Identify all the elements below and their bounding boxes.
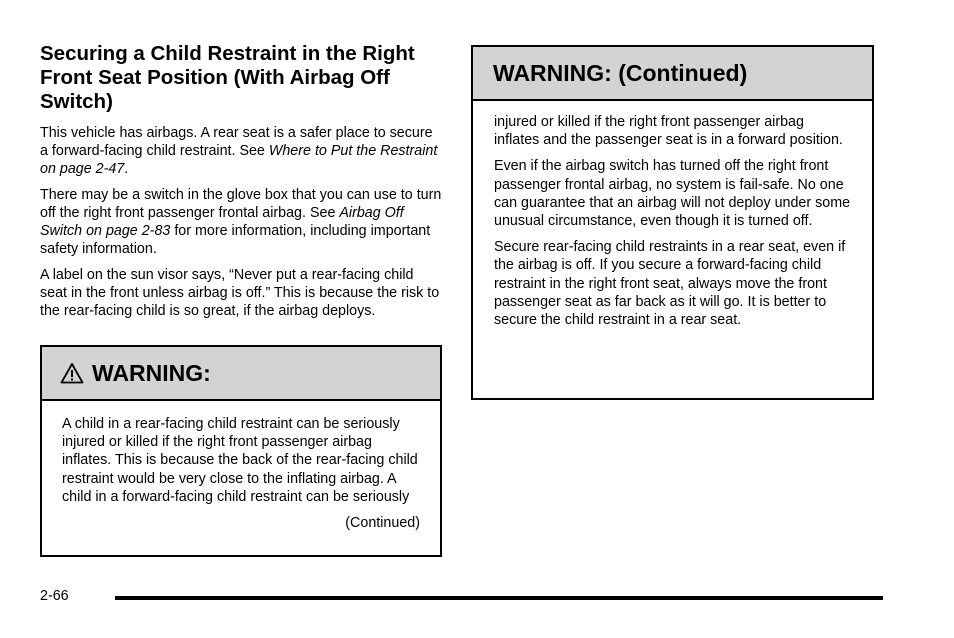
warning-text: Even if the airbag switch has turned off the right front passenger frontal airbag, no system is fail-safe. No one can guarantee that an airbag will not deploy under some unusual circumstance, even though it is turned off. [494, 158, 851, 230]
warning-text: A child in a rear-facing child restraint can be seriously injured or killed if the right front passenger airbag inflates. This is because the back of the rear-facing child restraint would be very close to the inflating airbag. A child in a forward-facing child restraint can be seriously [62, 416, 418, 505]
warning-text: Secure rear-facing child restraints in a rear seat, even if the airbag is off. If you secure a forward-facing child restraint in the right front seat, always move the front passenger seat as far back as it will go. It is better to secure the child restraint in a rear seat. [494, 239, 846, 329]
paragraph-text: This vehicle has airbags. A rear seat is a safer place to secure a forward-facing child restraint. See [40, 125, 433, 159]
warning-continued-body [473, 101, 872, 329]
continued-label: (Continued) [345, 515, 420, 532]
warning-box [40, 345, 442, 557]
paragraph-airbags [40, 124, 442, 178]
warning-continued-heading: WARNING: (Continued) [493, 59, 748, 86]
warning-header [42, 347, 440, 401]
paragraph-text: . [124, 161, 129, 177]
warning-triangle-icon [60, 362, 84, 384]
section-title: Securing a Child Restraint in the Right Front Seat Position (With Airbag Off Switch) [40, 42, 415, 113]
cross-reference-link[interactable]: Airbag Off Switch on page 2-83 [40, 205, 404, 239]
paragraph-sun-visor: A label on the sun visor says, “Never put a rear-facing child seat in the front unless airbag is off.” This is because the risk to the rear-facing child is so great, if the airbag deploys. [40, 267, 440, 319]
paragraph-text: There may be a switch in the glove box that you can use to turn off the right front passenger frontal airbag. See [40, 187, 442, 221]
cross-reference-link[interactable]: Where to Put the Restraint on page 2-47 [40, 143, 438, 177]
warning-continued-header [473, 47, 872, 101]
paragraph-text: for more information, including important safety information. [40, 223, 431, 257]
warning-body [42, 401, 440, 532]
warning-text: injured or killed if the right front passenger airbag inflates and the passenger seat is in a forward position. [494, 114, 843, 149]
page-number: 2-66 [40, 588, 69, 604]
footer-rule [115, 596, 883, 600]
warning-heading: WARNING: [92, 359, 211, 386]
paragraph-switch [40, 186, 442, 258]
warning-continued-box [471, 45, 874, 400]
left-column [40, 42, 442, 328]
